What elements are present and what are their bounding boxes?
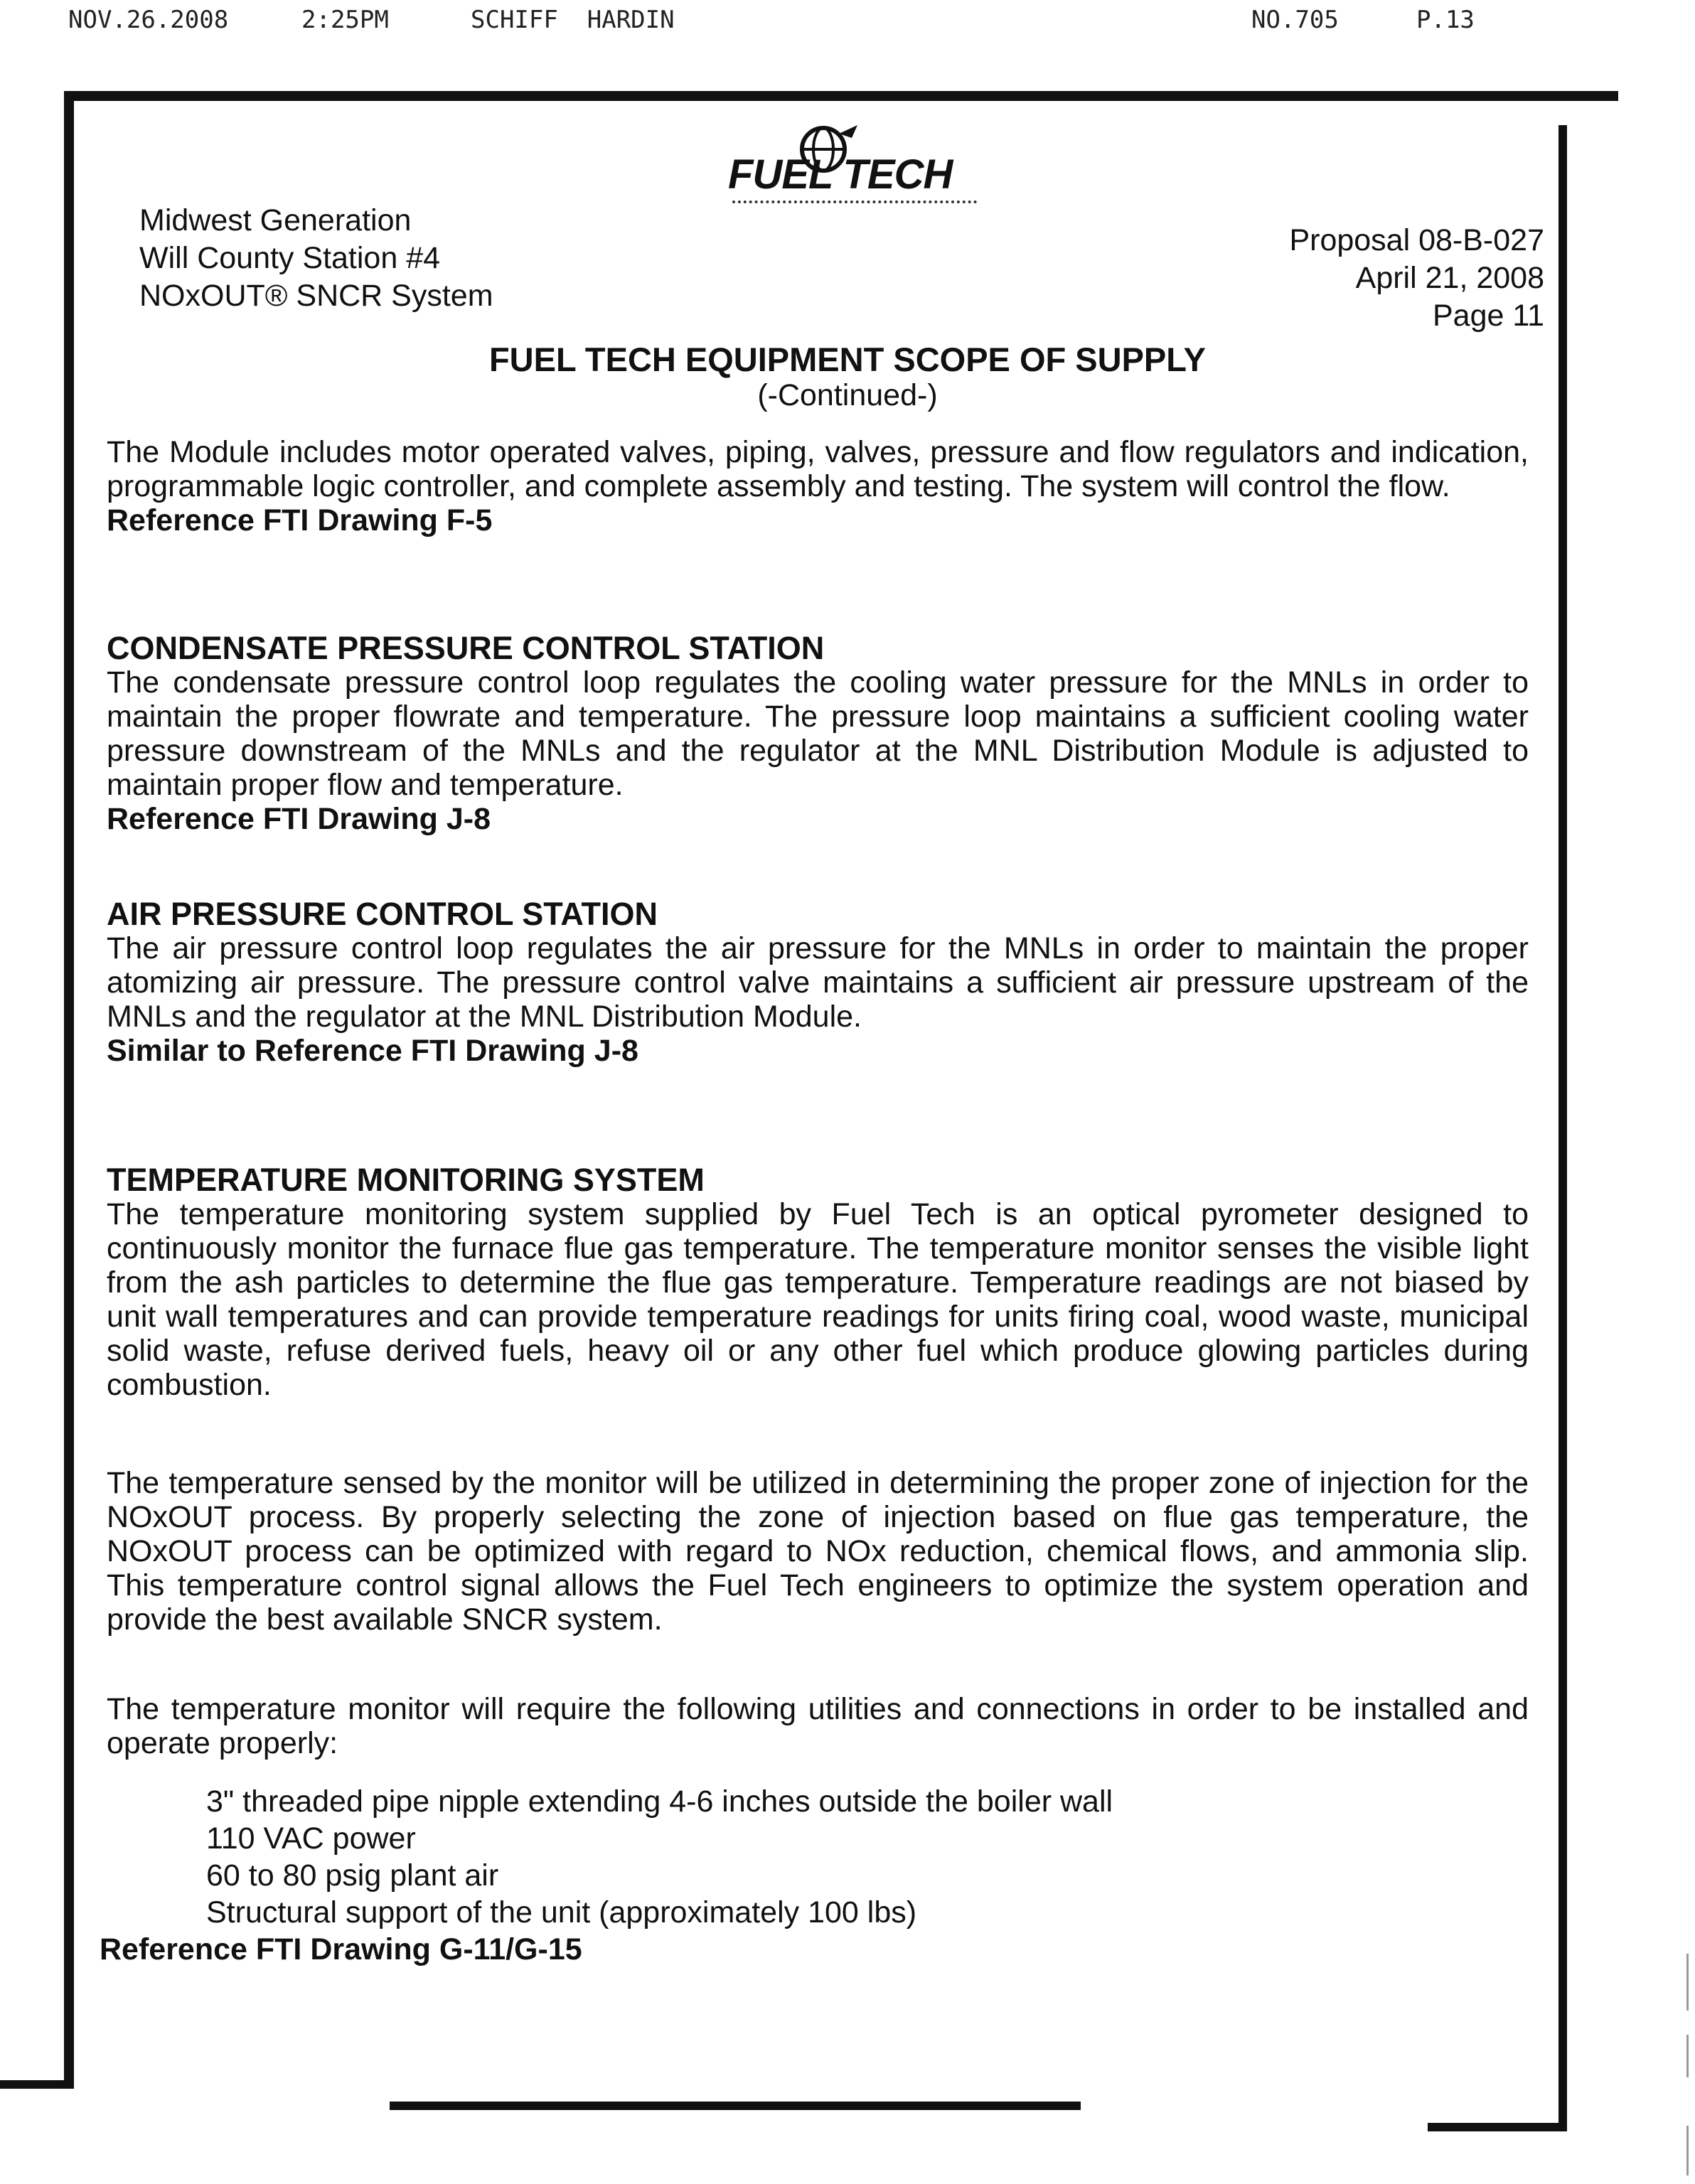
temperature-section-2 <box>107 1466 1529 1637</box>
fax-date: NOV.26.2008 <box>68 6 229 34</box>
temperature-section <box>107 1163 1529 1402</box>
list-item: Structural support of the unit (approximately 100 lbs) <box>206 1895 917 1929</box>
temperature-para-1: The temperature monitoring system supplied by Fuel Tech is an optical pyrometer designed to continuously monitor the furnace flue gas temperature. The temperature monitor senses the visible light from the ash particles to determine the flue gas temperature. Temperature readings are not biased by unit wall temperatures and can provide temperature readings for units firing coal, wood waste, municipal solid waste, refuse derived fuels, heavy oil or any other fuel which produce glowing particles during combustion. <box>107 1197 1529 1402</box>
frame-top-border <box>64 91 1618 101</box>
list-item: 110 VAC power <box>206 1821 416 1856</box>
system-name: NOxOUT® SNCR System <box>139 279 493 313</box>
air-reference: Similar to Reference FTI Drawing J-8 <box>107 1034 638 1068</box>
temperature-reference-block <box>100 1932 1522 1966</box>
module-section <box>107 435 1529 537</box>
temperature-section-3 <box>107 1692 1529 1760</box>
temperature-para-2: The temperature sensed by the monitor will be utilized in determining the proper zone of injection for the NOxOUT process. By properly selecting the zone of injection based on flue gas temperature, the NOxOUT process can be optimized with regard to NOx reduction, chemical flows, and ammonia slip. This temperature control signal allows the Fuel Tech engineers to optimize the system operation and provide the best available SNCR system. <box>107 1466 1529 1637</box>
condensate-reference: Reference FTI Drawing J-8 <box>107 802 491 836</box>
client-name: Midwest Generation <box>139 203 412 237</box>
fax-header <box>0 6 1695 43</box>
fax-time: 2:25PM <box>301 6 389 34</box>
logo-wordmark: FUEL TECH <box>728 151 953 198</box>
temperature-heading: TEMPERATURE MONITORING SYSTEM <box>107 1162 705 1198</box>
condensate-section <box>107 631 1529 836</box>
frame-right-border <box>1558 125 1567 2130</box>
fax-page: P.13 <box>1416 6 1475 34</box>
list-item: 60 to 80 psig plant air <box>206 1858 499 1893</box>
frame-bottom-left-border <box>0 2080 74 2089</box>
frame-bottom-mid-border <box>390 2102 1081 2110</box>
scan-artifact <box>1686 1954 1689 2011</box>
document-title: FUEL TECH EQUIPMENT SCOPE OF SUPPLY <box>488 341 1207 378</box>
fax-number: NO.705 <box>1251 6 1339 34</box>
proposal-page: Page 11 <box>1432 299 1544 333</box>
condensate-text: The condensate pressure control loop regulates the cooling water pressure for the MNLs in order to maintain the proper flowrate and temperature. The pressure loop maintains a sufficient cooling water pressure downstream of the MNLs and the regulator at the MNL Distribution Module is adjusted to maintain proper flow and temperature. <box>107 665 1529 802</box>
air-section <box>107 897 1529 1068</box>
temperature-reference: Reference FTI Drawing G-11/G-15 <box>100 1932 582 1966</box>
utilities-list <box>206 1783 1486 1931</box>
document-subtitle: (-Continued-) <box>757 378 938 412</box>
list-item: 3" threaded pipe nipple extending 4-6 inches outside the boiler wall <box>206 1784 1113 1819</box>
scan-artifact <box>1686 2035 1689 2077</box>
station-name: Will County Station #4 <box>139 241 441 275</box>
module-text: The Module includes motor operated valves, piping, valves, pressure and flow regulators and indication, programmable logic controller, and complete assembly and testing. The system will control the flow. <box>107 435 1529 503</box>
frame-bottom-right-border <box>1428 2123 1567 2131</box>
temperature-para-3: The temperature monitor will require the following utilities and connections in order to be installed and operate properly: <box>107 1692 1529 1760</box>
condensate-heading: CONDENSATE PRESSURE CONTROL STATION <box>107 630 825 666</box>
air-text: The air pressure control loop regulates the air pressure for the MNLs in order to maintain the proper atomizing air pressure. The pressure control valve maintains a sufficient air pressure upstream of the MNLs and the regulator at the MNL Distribution Module. <box>107 931 1529 1034</box>
air-heading: AIR PRESSURE CONTROL STATION <box>107 896 658 932</box>
module-reference: Reference FTI Drawing F-5 <box>107 503 493 537</box>
proposal-number: Proposal 08-B-027 <box>1289 223 1544 257</box>
client-address <box>139 202 493 315</box>
logo-tagline <box>732 200 977 209</box>
proposal-info <box>1289 222 1544 335</box>
fuel-tech-logo <box>718 119 988 219</box>
scan-artifact <box>1686 2126 1689 2175</box>
fax-sender: SCHIFF HARDIN <box>471 6 675 34</box>
proposal-date: April 21, 2008 <box>1355 261 1544 295</box>
